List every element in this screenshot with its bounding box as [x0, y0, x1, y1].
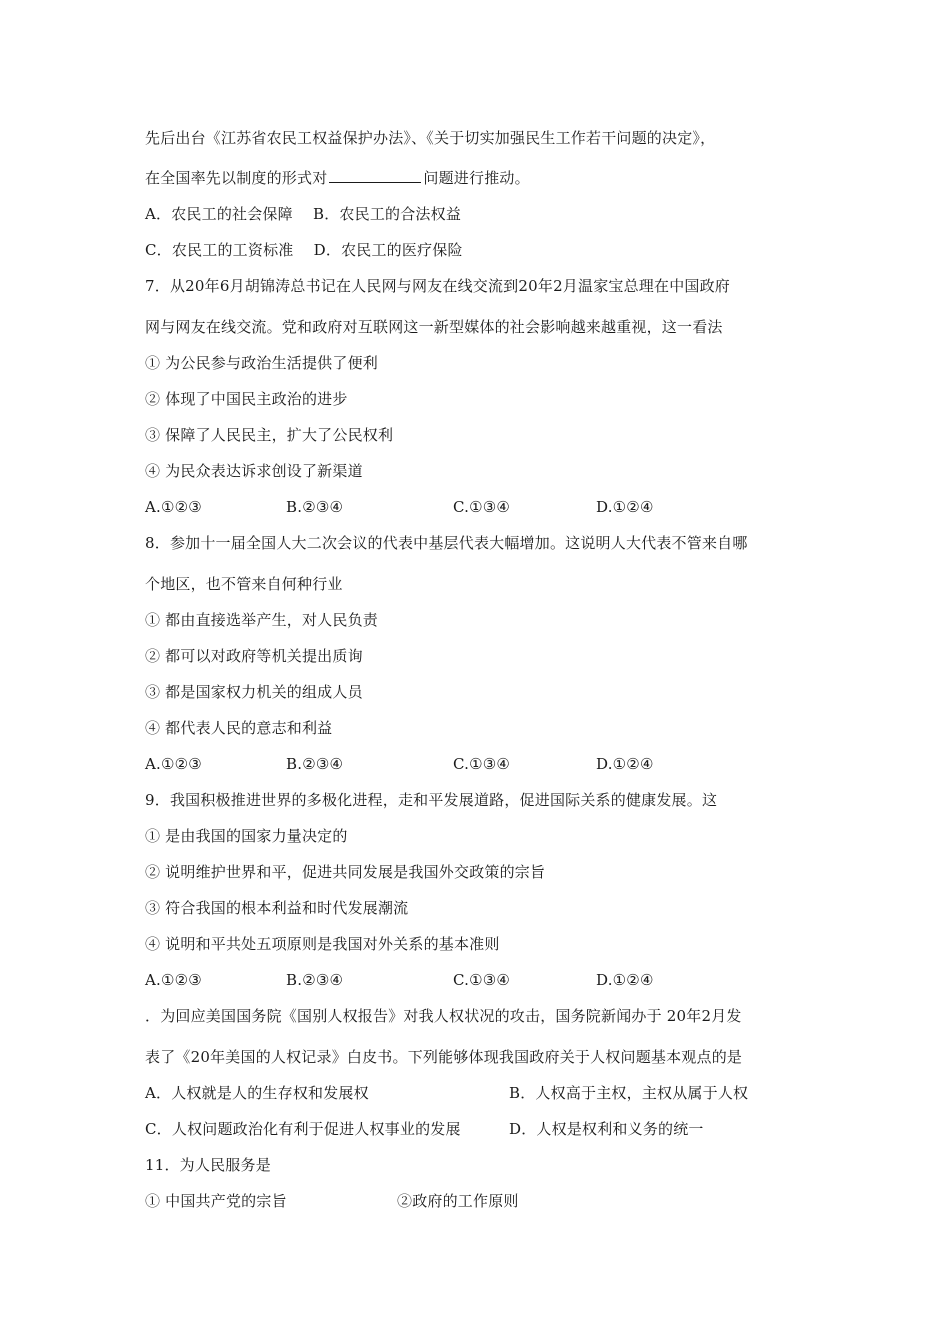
q10-choice-a: A．人权就是人的生存权和发展权 — [145, 1084, 369, 1102]
q11-statements — [145, 1191, 845, 1211]
q10-options-cd — [145, 1119, 845, 1139]
q10-choice-d: D．人权是权利和义务的统一 — [509, 1120, 704, 1138]
q6-options-ab: A．农民工的社会保障 B．农民工的合法权益 — [145, 205, 462, 223]
q8-choice-b: B.②③④ — [286, 755, 344, 773]
q6-options-cd: C．农民工的工资标准 D．农民工的医疗保险 — [145, 241, 463, 259]
q9-statement-2: ② 说明维护世界和平，促进共同发展是我国外交政策的宗旨 — [145, 863, 546, 881]
q9-choice-c: C.①③④ — [453, 971, 511, 989]
q9-statement-4: ④ 说明和平共处五项原则是我国对外关系的基本准则 — [145, 935, 500, 953]
q7-choices — [145, 497, 845, 517]
q7-choice-a: A.①②③ — [145, 498, 202, 516]
q6-stem-text-end: 问题进行推动。 — [423, 169, 530, 187]
q7-statement-4: ④ 为民众表达诉求创设了新渠道 — [145, 462, 363, 480]
q7-stem-line-2: 网与网友在线交流。党和政府对互联网这一新型媒体的社会影响越来越重视，这一看法 — [145, 318, 723, 336]
q8-stem-line-2: 个地区，也不管来自何种行业 — [145, 575, 343, 593]
q9-choice-a: A.①②③ — [145, 971, 202, 989]
q8-stem-line-1: 8．参加十一届全国人大二次会议的代表中基层代表大幅增加。这说明人大代表不管来自哪 — [145, 534, 748, 552]
q8-statement-4: ④ 都代表人民的意志和利益 — [145, 719, 333, 737]
q9-choices — [145, 970, 845, 990]
q10-options-ab — [145, 1083, 845, 1103]
q7-choice-d: D.①②④ — [596, 498, 654, 516]
q8-choice-c: C.①③④ — [453, 755, 511, 773]
q7-statement-1: ① 为公民参与政治生活提供了便利 — [145, 354, 378, 372]
q7-choice-b: B.②③④ — [286, 498, 344, 516]
q11-statement-2: ②政府的工作原则 — [397, 1192, 519, 1210]
q8-statement-1: ① 都由直接选举产生，对人民负责 — [145, 611, 378, 629]
q11-statement-1: ① 中国共产党的宗旨 — [145, 1192, 287, 1210]
q9-statement-3: ③ 符合我国的根本利益和时代发展潮流 — [145, 899, 409, 917]
answer-blank — [329, 168, 421, 183]
q10-choice-c: C．人权问题政治化有利于促进人权事业的发展 — [145, 1120, 461, 1138]
q7-choice-c: C.①③④ — [453, 498, 511, 516]
q10-choice-b: B．人权高于主权，主权从属于人权 — [509, 1084, 749, 1102]
q9-statement-1: ① 是由我国的国家力量决定的 — [145, 827, 348, 845]
q10-stem-line-1: ．为回应美国国务院《国别人权报告》对我人权状况的攻击，国务院新闻办于 20年2月发 — [145, 1007, 742, 1025]
q7-statement-3: ③ 保障了人民民主，扩大了公民权利 — [145, 426, 394, 444]
q8-choice-d: D.①②④ — [596, 755, 654, 773]
q8-choice-a: A.①②③ — [145, 755, 202, 773]
q7-statement-2: ② 体现了中国民主政治的进步 — [145, 390, 348, 408]
q9-choice-b: B.②③④ — [286, 971, 344, 989]
q6-stem-line-1: 先后出台《江苏省农民工权益保护办法》、《关于切实加强民生工作若干问题的决定》， — [145, 129, 716, 147]
q8-statement-2: ② 都可以对政府等机关提出质询 — [145, 647, 363, 665]
q8-statement-3: ③ 都是国家权力机关的组成人员 — [145, 683, 363, 701]
q9-stem: 9．我国积极推进世界的多极化进程，走和平发展道路，促进国际关系的健康发展。这 — [145, 791, 718, 809]
q6-stem-line-2 — [145, 168, 530, 188]
q10-stem-line-2: 表了《20年美国的人权记录》白皮书。下列能够体现我国政府关于人权问题基本观点的是 — [145, 1048, 743, 1066]
q6-stem-text: 在全国率先以制度的形式对 — [145, 169, 328, 187]
q7-stem-line-1: 7．从20年6月胡锦涛总书记在人民网与网友在线交流到20年2月温家宝总理在中国政府 — [145, 277, 731, 295]
q9-choice-d: D.①②④ — [596, 971, 654, 989]
q8-choices — [145, 754, 845, 774]
q11-stem: 11．为人民服务是 — [145, 1156, 271, 1174]
